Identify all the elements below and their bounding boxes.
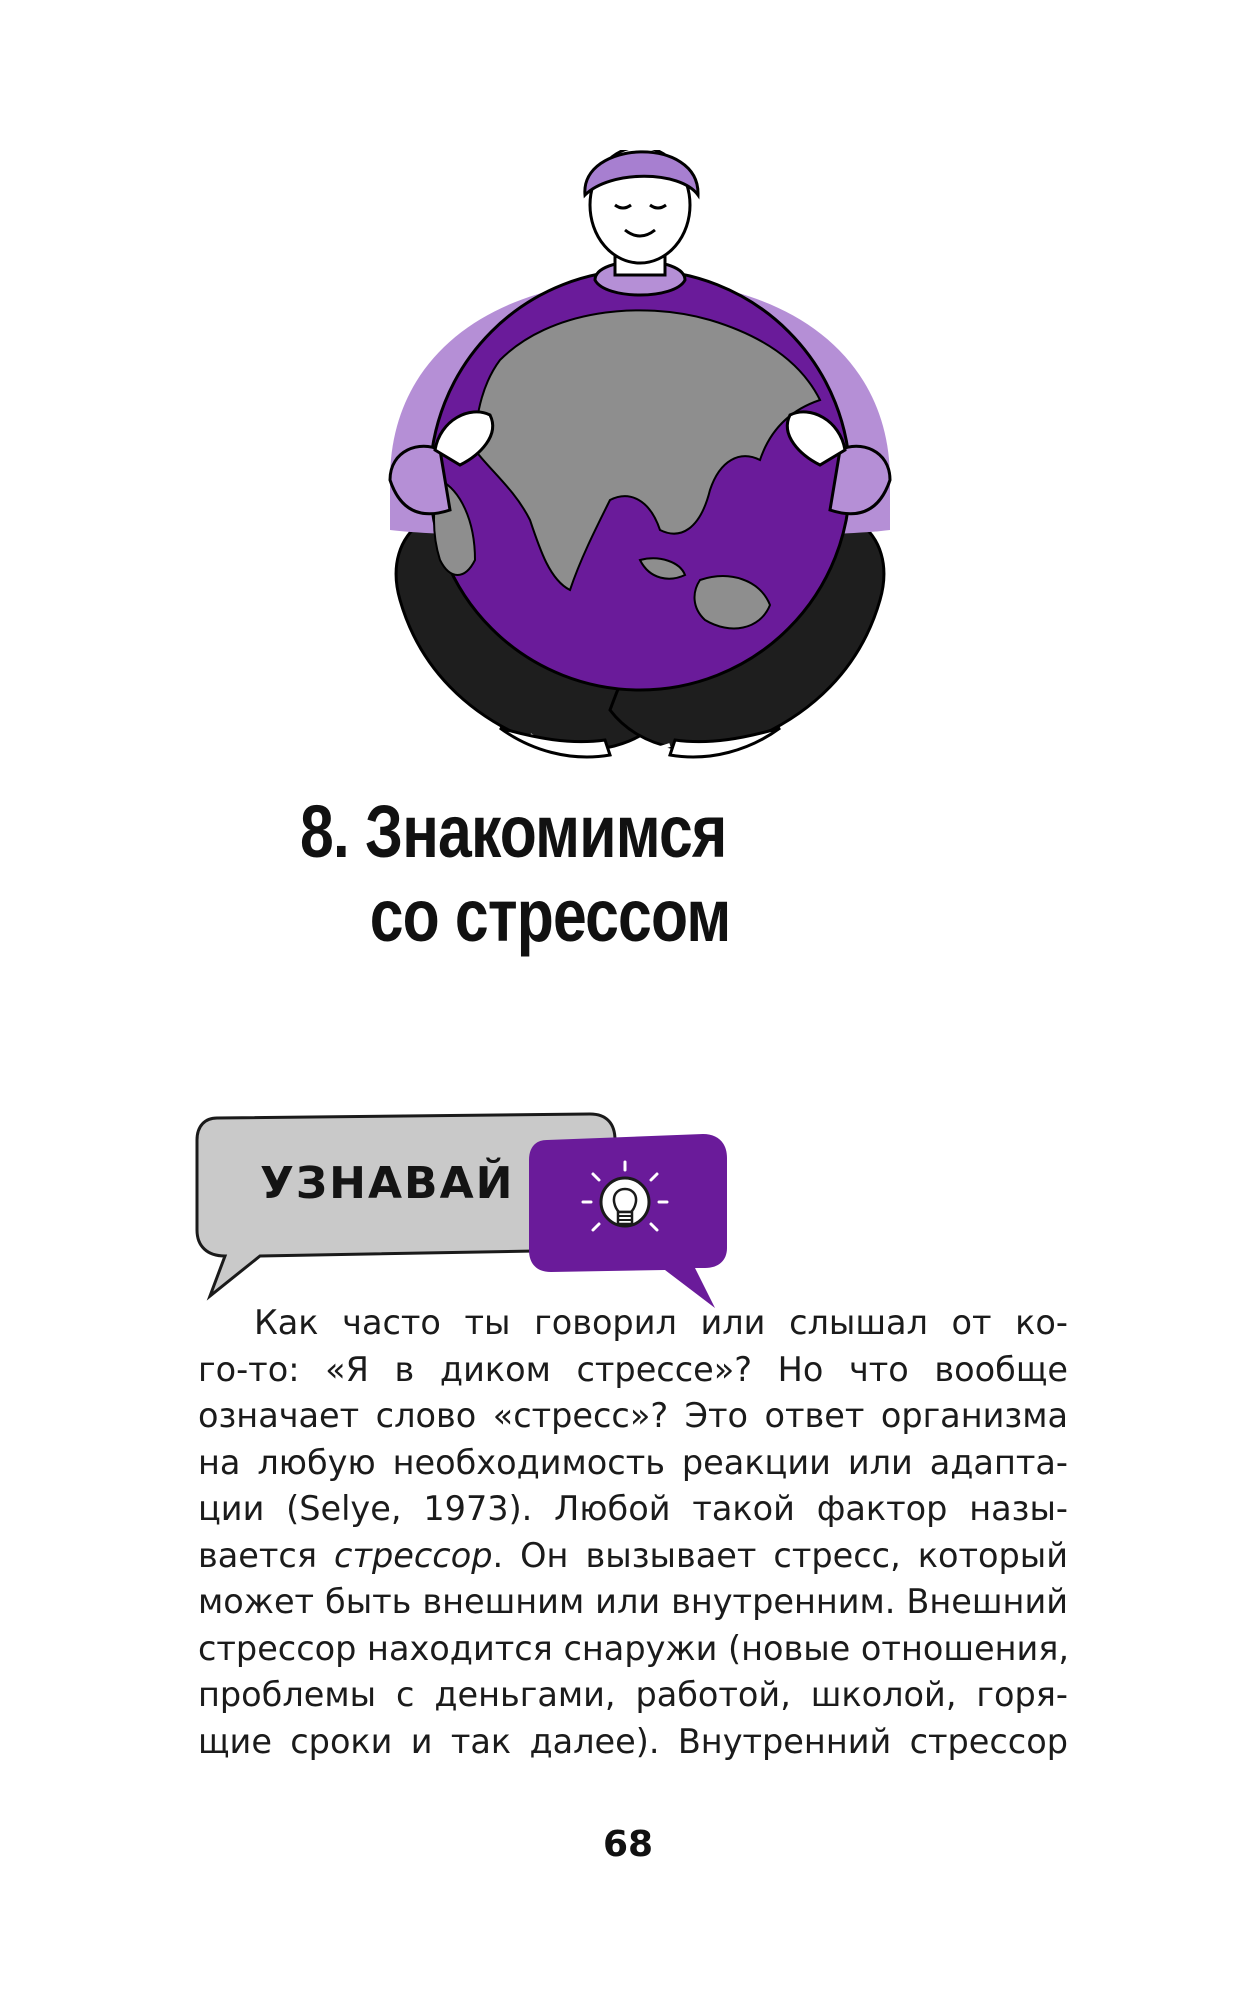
paragraph-line: может быть внешним или внутренним. Внешний (198, 1582, 1068, 1621)
paragraph-line: го-то: «Я в диком стрессе»? Но что вообще (198, 1349, 1068, 1389)
paragraph-line: щие сроки и так далее). Внутренний стрессор (198, 1721, 1068, 1761)
learn-badge-label: УЗНАВАЙ (260, 1158, 515, 1209)
paragraph-line: Как часто ты говорил или слышал от ко- (254, 1303, 1068, 1342)
paragraph-text: . Он вызывает стресс, который (492, 1535, 1069, 1575)
paragraph-text: вается (198, 1535, 335, 1575)
paragraph-line: на любую необходимость реакции или адапта- (198, 1442, 1068, 1482)
person-hugging-globe-illustration (380, 150, 900, 770)
term-stressor: стрессор (334, 1535, 493, 1575)
page-number: 68 (602, 1824, 654, 1865)
chapter-title-line2: со стрессом (369, 874, 731, 957)
body-paragraph (198, 1300, 1068, 1765)
paragraph-line: проблемы с деньгами, работой, школой, горя- (198, 1675, 1068, 1714)
chapter-title (300, 790, 874, 958)
chapter-title-line1: 8. Знакомимся (300, 790, 727, 873)
learn-badge (195, 1110, 735, 1310)
paragraph-line: означает слово «стресс»? Это ответ организма (198, 1396, 1068, 1435)
paragraph-line (198, 1533, 1068, 1580)
paragraph-line: стрессор находится снаружи (новые отношения, (198, 1628, 1070, 1668)
paragraph-line: ции (Selye, 1973). Любой такой фактор назы- (198, 1489, 1068, 1528)
globe (430, 270, 850, 690)
head (585, 150, 698, 263)
